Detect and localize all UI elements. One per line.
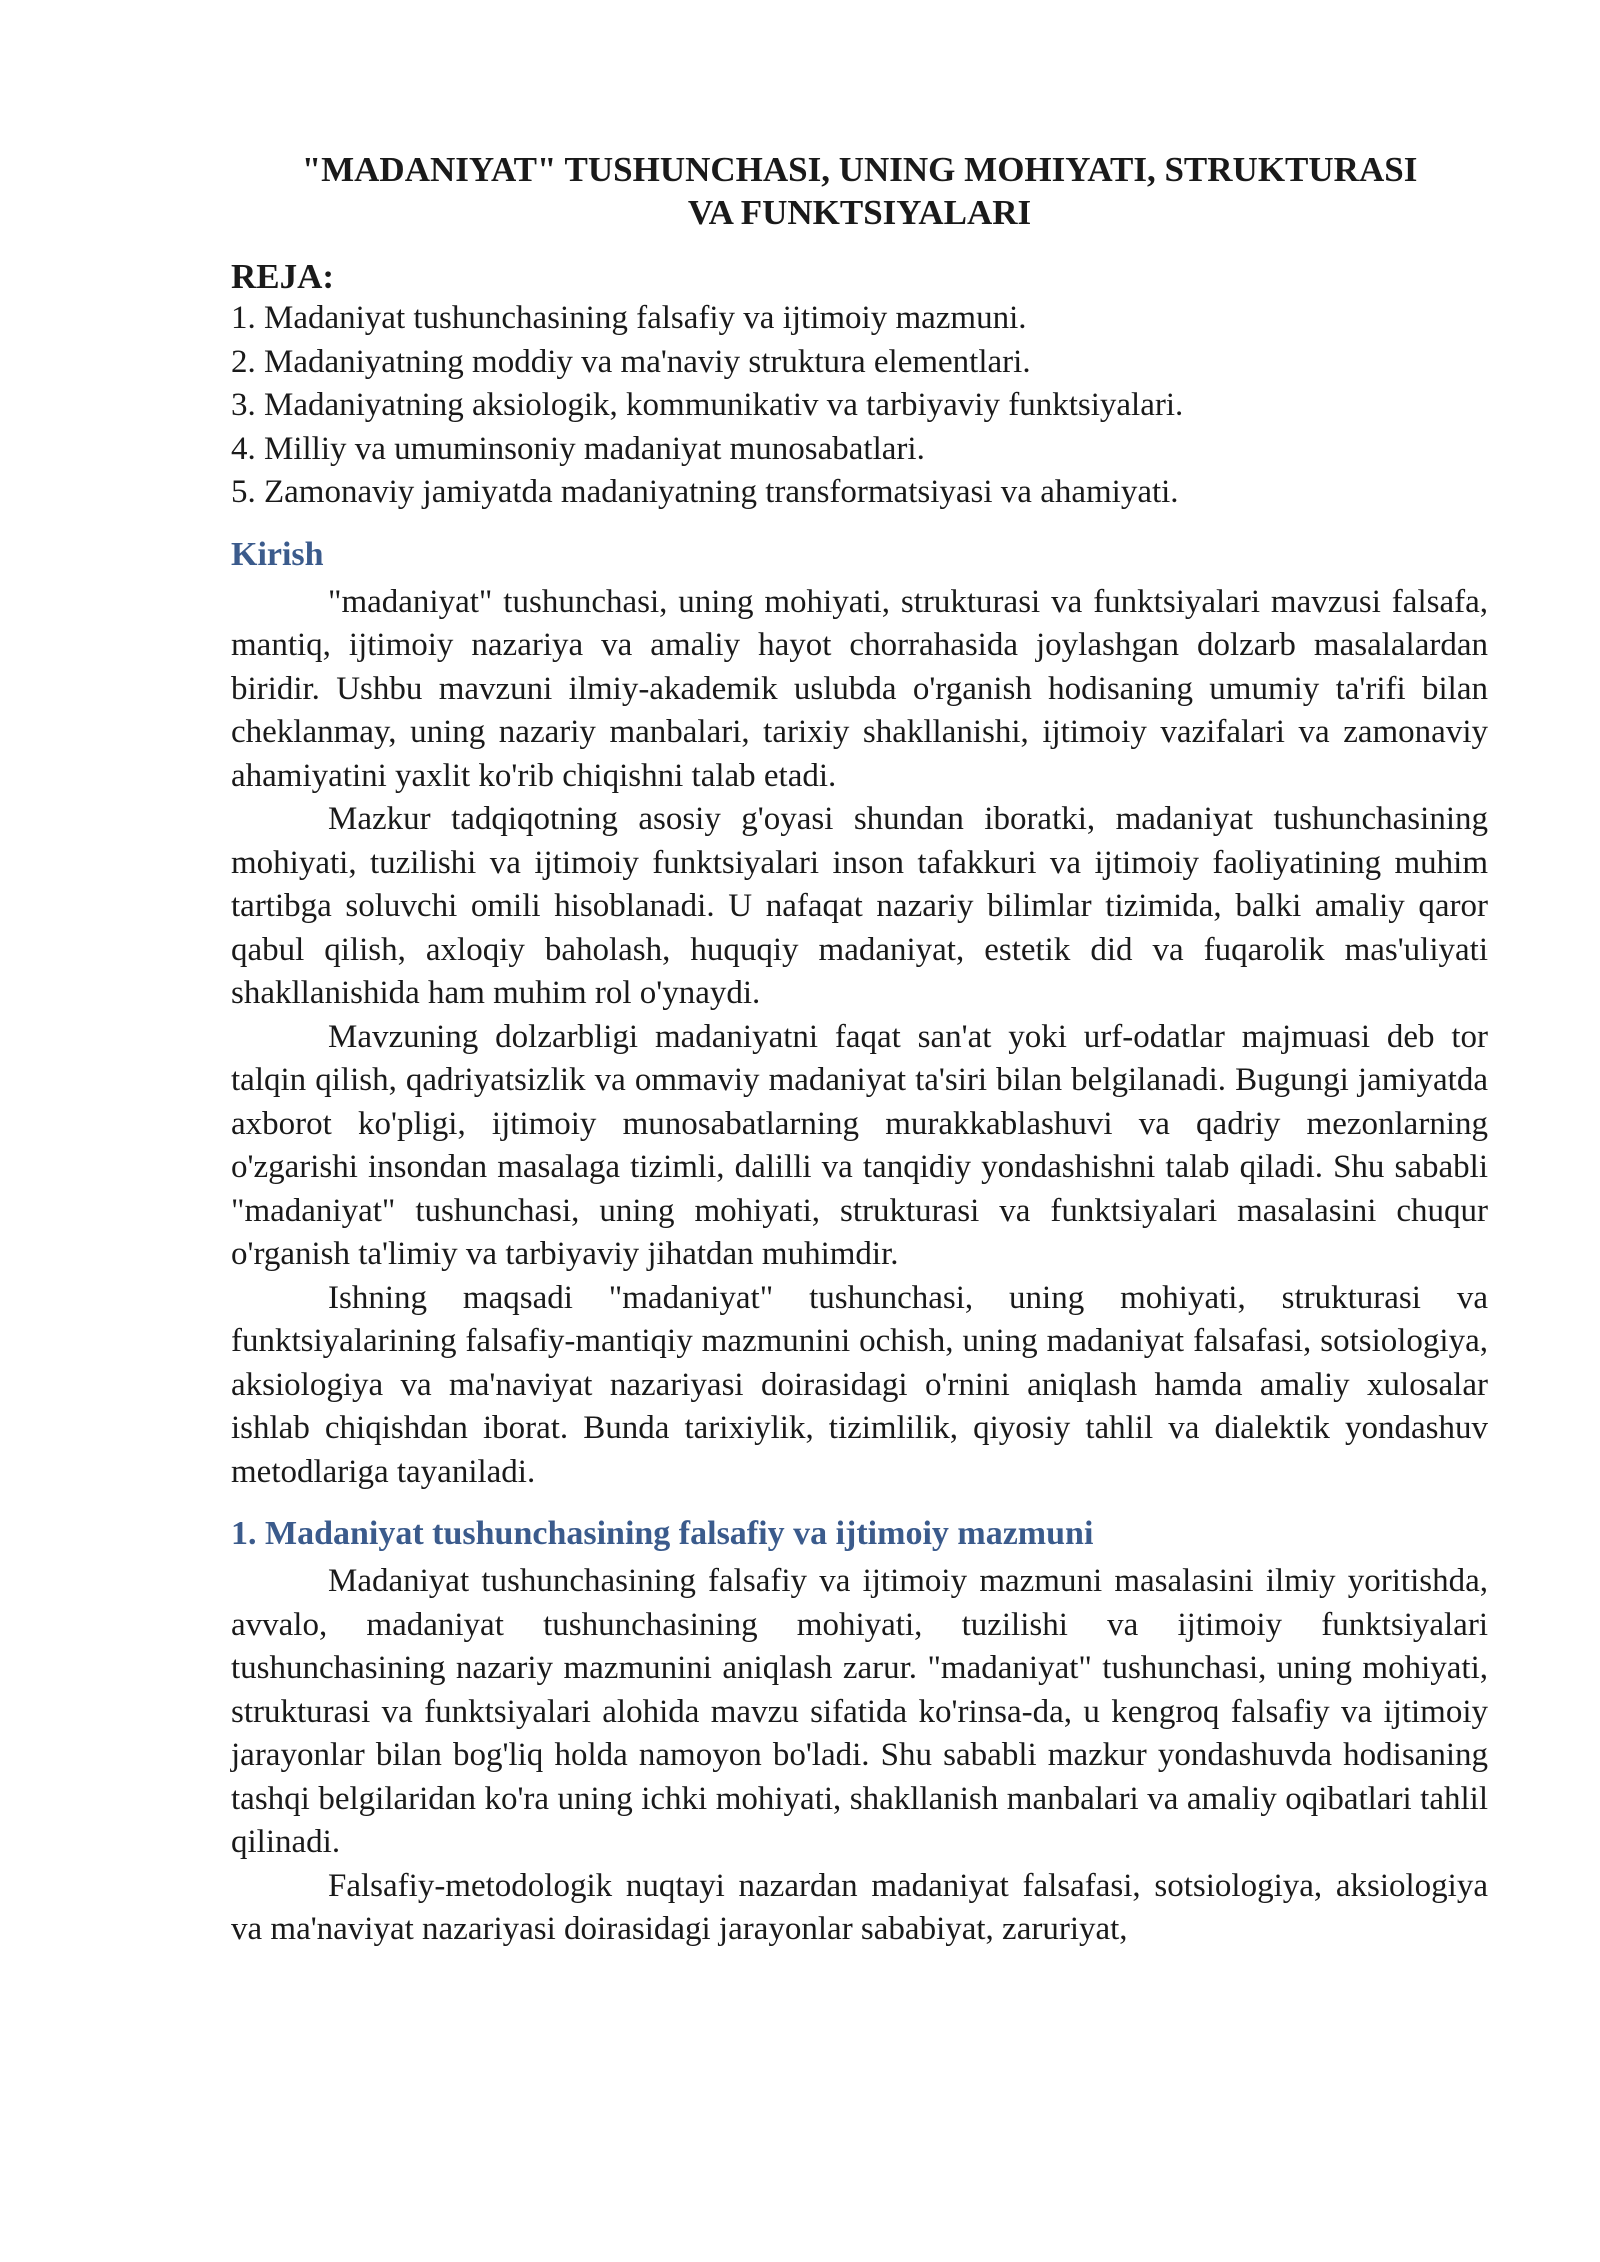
- paragraph: Ishning maqsadi "madaniyat" tushunchasi, uning mohiyati, strukturasi va funktsiyalarining falsafiy-mantiqiy mazmunini ochish, uning madaniyat falsafasi, sotsiologiya, aksiologiya va ma'naviyat nazariyasi doirasidagi o'rnini aniqlash hamda amaliy xulosalar ishlab chiqishdan iborat. Bunda tarixiylik, tizimlilik, qiyosiy tahlil va dialektik yondashuv metodlariga tayaniladi.: [231, 1279, 1488, 1490]
- section-introduction: [231, 529, 1488, 1495]
- plan-item-4: 4. Milliy va umuminsoniy madaniyat munosabatlari.: [231, 430, 925, 467]
- plan-item-2: 2. Madaniyatning moddiy va ma'naviy struktura elementlari.: [231, 343, 1031, 380]
- plan-list: [231, 297, 1488, 515]
- plan-item-1: 1. Madaniyat tushunchasining falsafiy va ijtimoiy mazmuni.: [231, 300, 1027, 336]
- title-line-2: VA FUNKTSIYALARI: [687, 193, 1032, 232]
- plan-block: [231, 256, 1488, 515]
- paragraph: Mavzuning dolzarbligi madaniyatni faqat san'at yoki urf-odatlar majmuasi deb tor talqin qilish, qadriyatsizlik va ommaviy madaniyat ta'siri bilan belgilanadi. Bugungi jamiyatda axborot ko'pligi, ijtimoiy munosabatlarning murakkablashuvi va qadriy mezonlarning o'zgarishi insondan masalaga tizimli, dalilli va tanqidiy yondashishni talab qiladi. Shu sababli "madaniyat" tushunchasi, uning mohiyati, strukturasi va funktsiyalari masalasini chuqur o'rganish ta'limiy va tarbiyaviy jihatdan muhimdir.: [231, 1018, 1488, 1272]
- section-heading-1: 1. Madaniyat tushunchasining falsafiy va ijtimoiy mazmuni: [231, 1515, 1094, 1552]
- paragraph: "madaniyat" tushunchasi, uning mohiyati, strukturasi va funktsiyalari mavzusi falsafa, mantiq, ijtimoiy nazariya va amaliy hayot chorrahasida joylashgan dolzarb masalalardan biridir. Ushbu mavzuni ilmiy-akademik uslubda o'rganish hodisaning umumiy ta'rifi bilan cheklanmay, uning nazariy manbalari, tarixiy shakllanishi, ijtimoiy vazifalari va zamonaviy ahamiyatini yaxlit ko'rib chiqishni talab etadi.: [231, 583, 1488, 794]
- title-line-1: "MADANIYAT" TUSHUNCHASI, UNING MOHIYATI, STRUKTURASI: [301, 150, 1418, 189]
- plan-item-3: 3. Madaniyatning aksiologik, kommunikativ va tarbiyaviy funktsiyalari.: [231, 387, 1184, 423]
- paragraph: Mazkur tadqiqotning asosiy g'oyasi shundan iboratki, madaniyat tushunchasining mohiyati, tuzilishi va ijtimoiy funktsiyalari inson tafakkuri va ijtimoiy faoliyatining muhim tartibga soluvchi omili hisoblanadi. U nafaqat nazariy bilimlar tizimida, balki amaliy qaror qabul qilish, axloqiy baholash, huquqiy madaniyat, estetik did va fuqarolik mas'uliyati shakllanishida ham muhim rol o'ynaydi.: [231, 801, 1488, 1011]
- section-heading-introduction: Kirish: [231, 535, 324, 573]
- plan-item-5: 5. Zamonaviy jamiyatda madaniyatning transformatsiyasi va ahamiyati.: [231, 474, 1179, 510]
- plan-heading: REJA:: [231, 257, 335, 296]
- paragraph: Falsafiy-metodologik nuqtayi nazardan madaniyat falsafasi, sotsiologiya, aksiologiya va ma'naviyat nazariyasi doirasidagi jarayonlar sababiyat, zaruriyat,: [231, 1867, 1488, 1947]
- document-title: [231, 148, 1488, 234]
- section-1: [231, 1508, 1488, 1952]
- paragraph: Madaniyat tushunchasining falsafiy va ijtimoiy mazmuni masalasini ilmiy yoritishda, avvalo, madaniyat tushunchasining mohiyati, tuzilishi va ijtimoiy funktsiyalari tushunchasining nazariy mazmunini aniqlash zarur. "madaniyat" tushunchasi, uning mohiyati, strukturasi va funktsiyalari alohida mavzu sifatida ko'rinsa-da, u kengroq falsafiy va ijtimoiy jarayonlar bilan bog'liq holda namoyon bo'ladi. Shu sababli mazkur yondashuvda hodisaning tashqi belgilaridan ko'ra uning ichki mohiyati, shakllanish manbalari va amaliy oqibatlari tahlil qilinadi.: [231, 1563, 1488, 1860]
